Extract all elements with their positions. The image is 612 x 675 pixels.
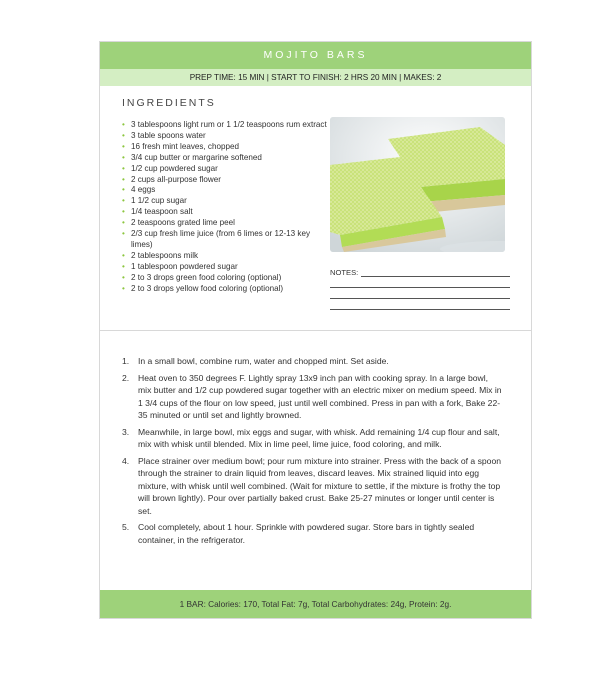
ingredient-item: • 1 tablespoon powdered sugar — [122, 262, 332, 273]
ingredient-item: • 16 fresh mint leaves, chopped — [122, 142, 332, 153]
notes-line[interactable] — [330, 277, 510, 288]
step-number: 1. — [122, 356, 130, 366]
step-number: 2. — [122, 372, 130, 383]
ingredient-item: • 1 1/2 cup sugar — [122, 196, 332, 207]
direction-step — [122, 372, 502, 422]
recipe-meta: PREP TIME: 15 MIN | START TO FINISH: 2 HRS 20 MIN | MAKES: 2 — [100, 69, 531, 86]
notes-section — [330, 268, 510, 310]
nutrition-info: 1 BAR: Calories: 170, Total Fat: 7g, Total Carbohydrates: 24g, Protein: 2g. — [100, 590, 531, 618]
ingredients-heading: INGREDIENTS — [122, 97, 216, 109]
notes-line[interactable] — [330, 288, 510, 299]
step-text: In a small bowl, combine rum, water and chopped mint. Set aside. — [138, 356, 389, 366]
ingredient-item: • 2 cups all-purpose flower — [122, 175, 332, 186]
notes-label: NOTES: — [330, 268, 359, 277]
ingredient-item: • 2 to 3 drops green food coloring (optional) — [122, 273, 332, 284]
ingredient-item: • 2 teaspoons grated lime peel — [122, 218, 332, 229]
step-text: Place strainer over medium bowl; pour rum mixture into strainer. Press with the back of a spoon through the strainer to drain liquid from leaves, discard leaves. Mix strained liquid into egg mixture, with whisk until well combined. (Wait for mixture to settle, if the mixture is frothy the top will brown lightly). Pour over partially baked crust. Bake 25-27 minutes or longer until center is set. — [138, 455, 502, 516]
notes-line[interactable] — [361, 268, 510, 277]
ingredient-item: • 3/4 cup butter or margarine softened — [122, 153, 332, 164]
step-text: Heat oven to 350 degrees F. Lightly spray 13x9 inch pan with cooking spray. In a large bowl, mix butter and 1/2 cup powdered sugar together with an electric mixer on medium speed. Mix in 1 3/4 cups of the flour on low speed, just until well combined. Press in pan with a fork, Bake 22-35 minuted or until set and lightly browned. — [138, 372, 502, 420]
ingredient-item: • 2/3 cup fresh lime juice (from 6 limes or 12-13 key limes) — [122, 229, 332, 251]
recipe-title: MOJITO BARS — [100, 42, 531, 69]
ingredients-list — [122, 120, 332, 295]
directions-list — [122, 355, 502, 550]
ingredient-item: • 1/4 teaspoon salt — [122, 207, 332, 218]
photo-illustration — [330, 117, 505, 252]
ingredient-item: • 4 eggs — [122, 185, 332, 196]
ingredient-item: • 2 to 3 drops yellow food coloring (optional) — [122, 284, 332, 295]
step-text: Cool completely, about 1 hour. Sprinkle with powdered sugar. Store bars in tightly sealed container, in the refrigerator. — [138, 522, 475, 545]
step-number: 5. — [122, 522, 130, 532]
step-text: Meanwhile, in large bowl, mix eggs and sugar, with whisk. Add remaining 1/4 cup flour and salt, mix with whisk until blended. Mix in lime peel, lime juice, food coloring, and milk. — [138, 426, 500, 449]
direction-step — [122, 455, 502, 518]
mojito-bars-photo — [330, 117, 505, 252]
ingredient-item: • 1/2 cup powdered sugar — [122, 164, 332, 175]
step-number: 3. — [122, 426, 130, 437]
ingredient-item: • 3 table spoons water — [122, 131, 332, 142]
section-divider — [100, 330, 531, 331]
ingredient-item: • 2 tablespoons milk — [122, 251, 332, 262]
recipe-card — [99, 41, 532, 619]
notes-line[interactable] — [330, 299, 510, 310]
step-number: 4. — [122, 455, 130, 466]
ingredient-item: • 3 tablespoons light rum or 1 1/2 teaspoons rum extract — [122, 120, 332, 131]
direction-step — [122, 426, 502, 451]
direction-step — [122, 521, 502, 546]
direction-step — [122, 355, 502, 368]
